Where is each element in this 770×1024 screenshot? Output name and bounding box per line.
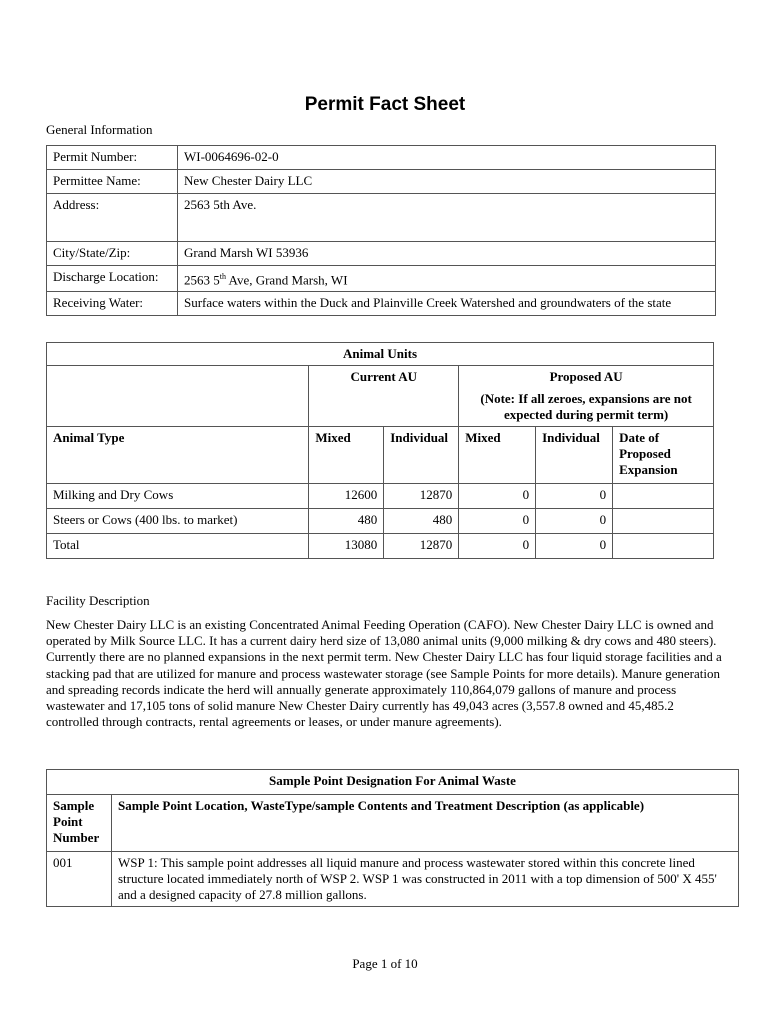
address-value: 2563 5th Ave. [178, 194, 716, 242]
table-row [47, 509, 714, 534]
table-row [47, 266, 716, 292]
date-proposed-expansion-header: Date of Proposed Expansion [613, 427, 714, 484]
proposed-mixed-cell: 0 [459, 484, 536, 509]
date-cell [613, 509, 714, 534]
table-row [47, 795, 739, 852]
date-cell [613, 534, 714, 559]
current-individual-cell: 480 [384, 509, 459, 534]
proposed-au-heading [459, 366, 714, 427]
table-row [47, 770, 739, 795]
current-individual-cell: 12870 [384, 534, 459, 559]
permittee-name-value: New Chester Dairy LLC [178, 170, 716, 194]
table-row [47, 170, 716, 194]
proposed-individual-cell: 0 [536, 484, 613, 509]
address-label: Address: [47, 194, 178, 242]
table-row [47, 194, 716, 242]
city-state-zip-value: Grand Marsh WI 53936 [178, 242, 716, 266]
sample-point-description-cell: WSP 1: This sample point addresses all liquid manure and process wastewater stored within this concrete lined structure located immediately north of WSP 2. WSP 1 was constructed in 2011 with a top dimension of 500' X 455' and a designed capacity of 27.8 million gallons. [112, 852, 739, 907]
animal-type-cell: Milking and Dry Cows [47, 484, 309, 509]
sample-point-heading: Sample Point Designation For Animal Waste [47, 770, 739, 795]
current-mixed-cell: 480 [309, 509, 384, 534]
facility-description-heading: Facility Description [46, 593, 150, 608]
receiving-water-value: Surface waters within the Duck and Plainville Creek Watershed and groundwaters of the state [178, 292, 716, 316]
proposed-individual-cell: 0 [536, 534, 613, 559]
date-cell [613, 484, 714, 509]
proposed-au-label: Proposed AU [549, 369, 623, 384]
table-row [47, 343, 714, 366]
general-info-table [46, 145, 716, 316]
table-row [47, 484, 714, 509]
current-mixed-cell: 13080 [309, 534, 384, 559]
animal-type-cell: Total [47, 534, 309, 559]
permit-number-label: Permit Number: [47, 146, 178, 170]
sample-point-location-header: Sample Point Location, WasteType/sample Contents and Treatment Description (as applicable) [112, 795, 739, 852]
animal-units-table [46, 342, 714, 559]
current-individual-header: Individual [384, 427, 459, 484]
proposed-mixed-cell: 0 [459, 534, 536, 559]
page-title: Permit Fact Sheet [304, 94, 466, 115]
current-au-heading: Current AU [309, 366, 459, 427]
animal-type-cell: Steers or Cows (400 lbs. to market) [47, 509, 309, 534]
discharge-location-label: Discharge Location: [47, 266, 178, 292]
sample-point-number-header: Sample Point Number [47, 795, 112, 852]
page-number: Page 1 of 10 [352, 956, 418, 971]
current-mixed-cell: 12600 [309, 484, 384, 509]
current-individual-cell: 12870 [384, 484, 459, 509]
proposed-au-note: (Note: If all zeroes, expansions are not expected during permit term) [480, 391, 692, 422]
proposed-individual-cell: 0 [536, 509, 613, 534]
discharge-location-value: 2563 5th Ave, Grand Marsh, WI [178, 266, 716, 292]
sample-point-number-cell: 001 [47, 852, 112, 907]
table-row [47, 534, 714, 559]
receiving-water-label: Receiving Water: [47, 292, 178, 316]
animal-units-heading: Animal Units [47, 343, 714, 366]
table-row [47, 292, 716, 316]
table-row [47, 427, 714, 484]
table-row [47, 852, 739, 907]
permittee-name-label: Permittee Name: [47, 170, 178, 194]
proposed-mixed-header: Mixed [459, 427, 536, 484]
sample-point-table [46, 769, 739, 907]
table-row [47, 366, 714, 427]
table-row [47, 146, 716, 170]
general-info-heading: General Information [46, 122, 153, 137]
current-mixed-header: Mixed [309, 427, 384, 484]
city-state-zip-label: City/State/Zip: [47, 242, 178, 266]
proposed-mixed-cell: 0 [459, 509, 536, 534]
blank-cell [47, 366, 309, 427]
proposed-individual-header: Individual [536, 427, 613, 484]
facility-description-text: New Chester Dairy LLC is an existing Concentrated Animal Feeding Operation (CAFO). New Chester Dairy LLC is owned and operated by Milk Source LLC. It has a current dairy herd size of 13,080 animal units (9,000 milking & dry cows and 480 steers). Currently there are no planned expansions in the next permit term. New Chester Dairy LLC has four liquid storage facilities and a stacking pad that are utilized for manure and process wastewater storage (see Sample Points for more details). Manure generation and spreading records indicate the herd will annually generate approximately 110,864,079 gallons of manure and process wastewater and 17,105 tons of solid manure New Chester Dairy currently has 49,043 acres (3,557.8 owned and 45,485.2 controlled through contracts, rental agreements or leases, or under manure agreements). [46, 617, 722, 730]
permit-number-value: WI-0064696-02-0 [178, 146, 716, 170]
table-row [47, 242, 716, 266]
animal-type-header: Animal Type [47, 427, 309, 484]
